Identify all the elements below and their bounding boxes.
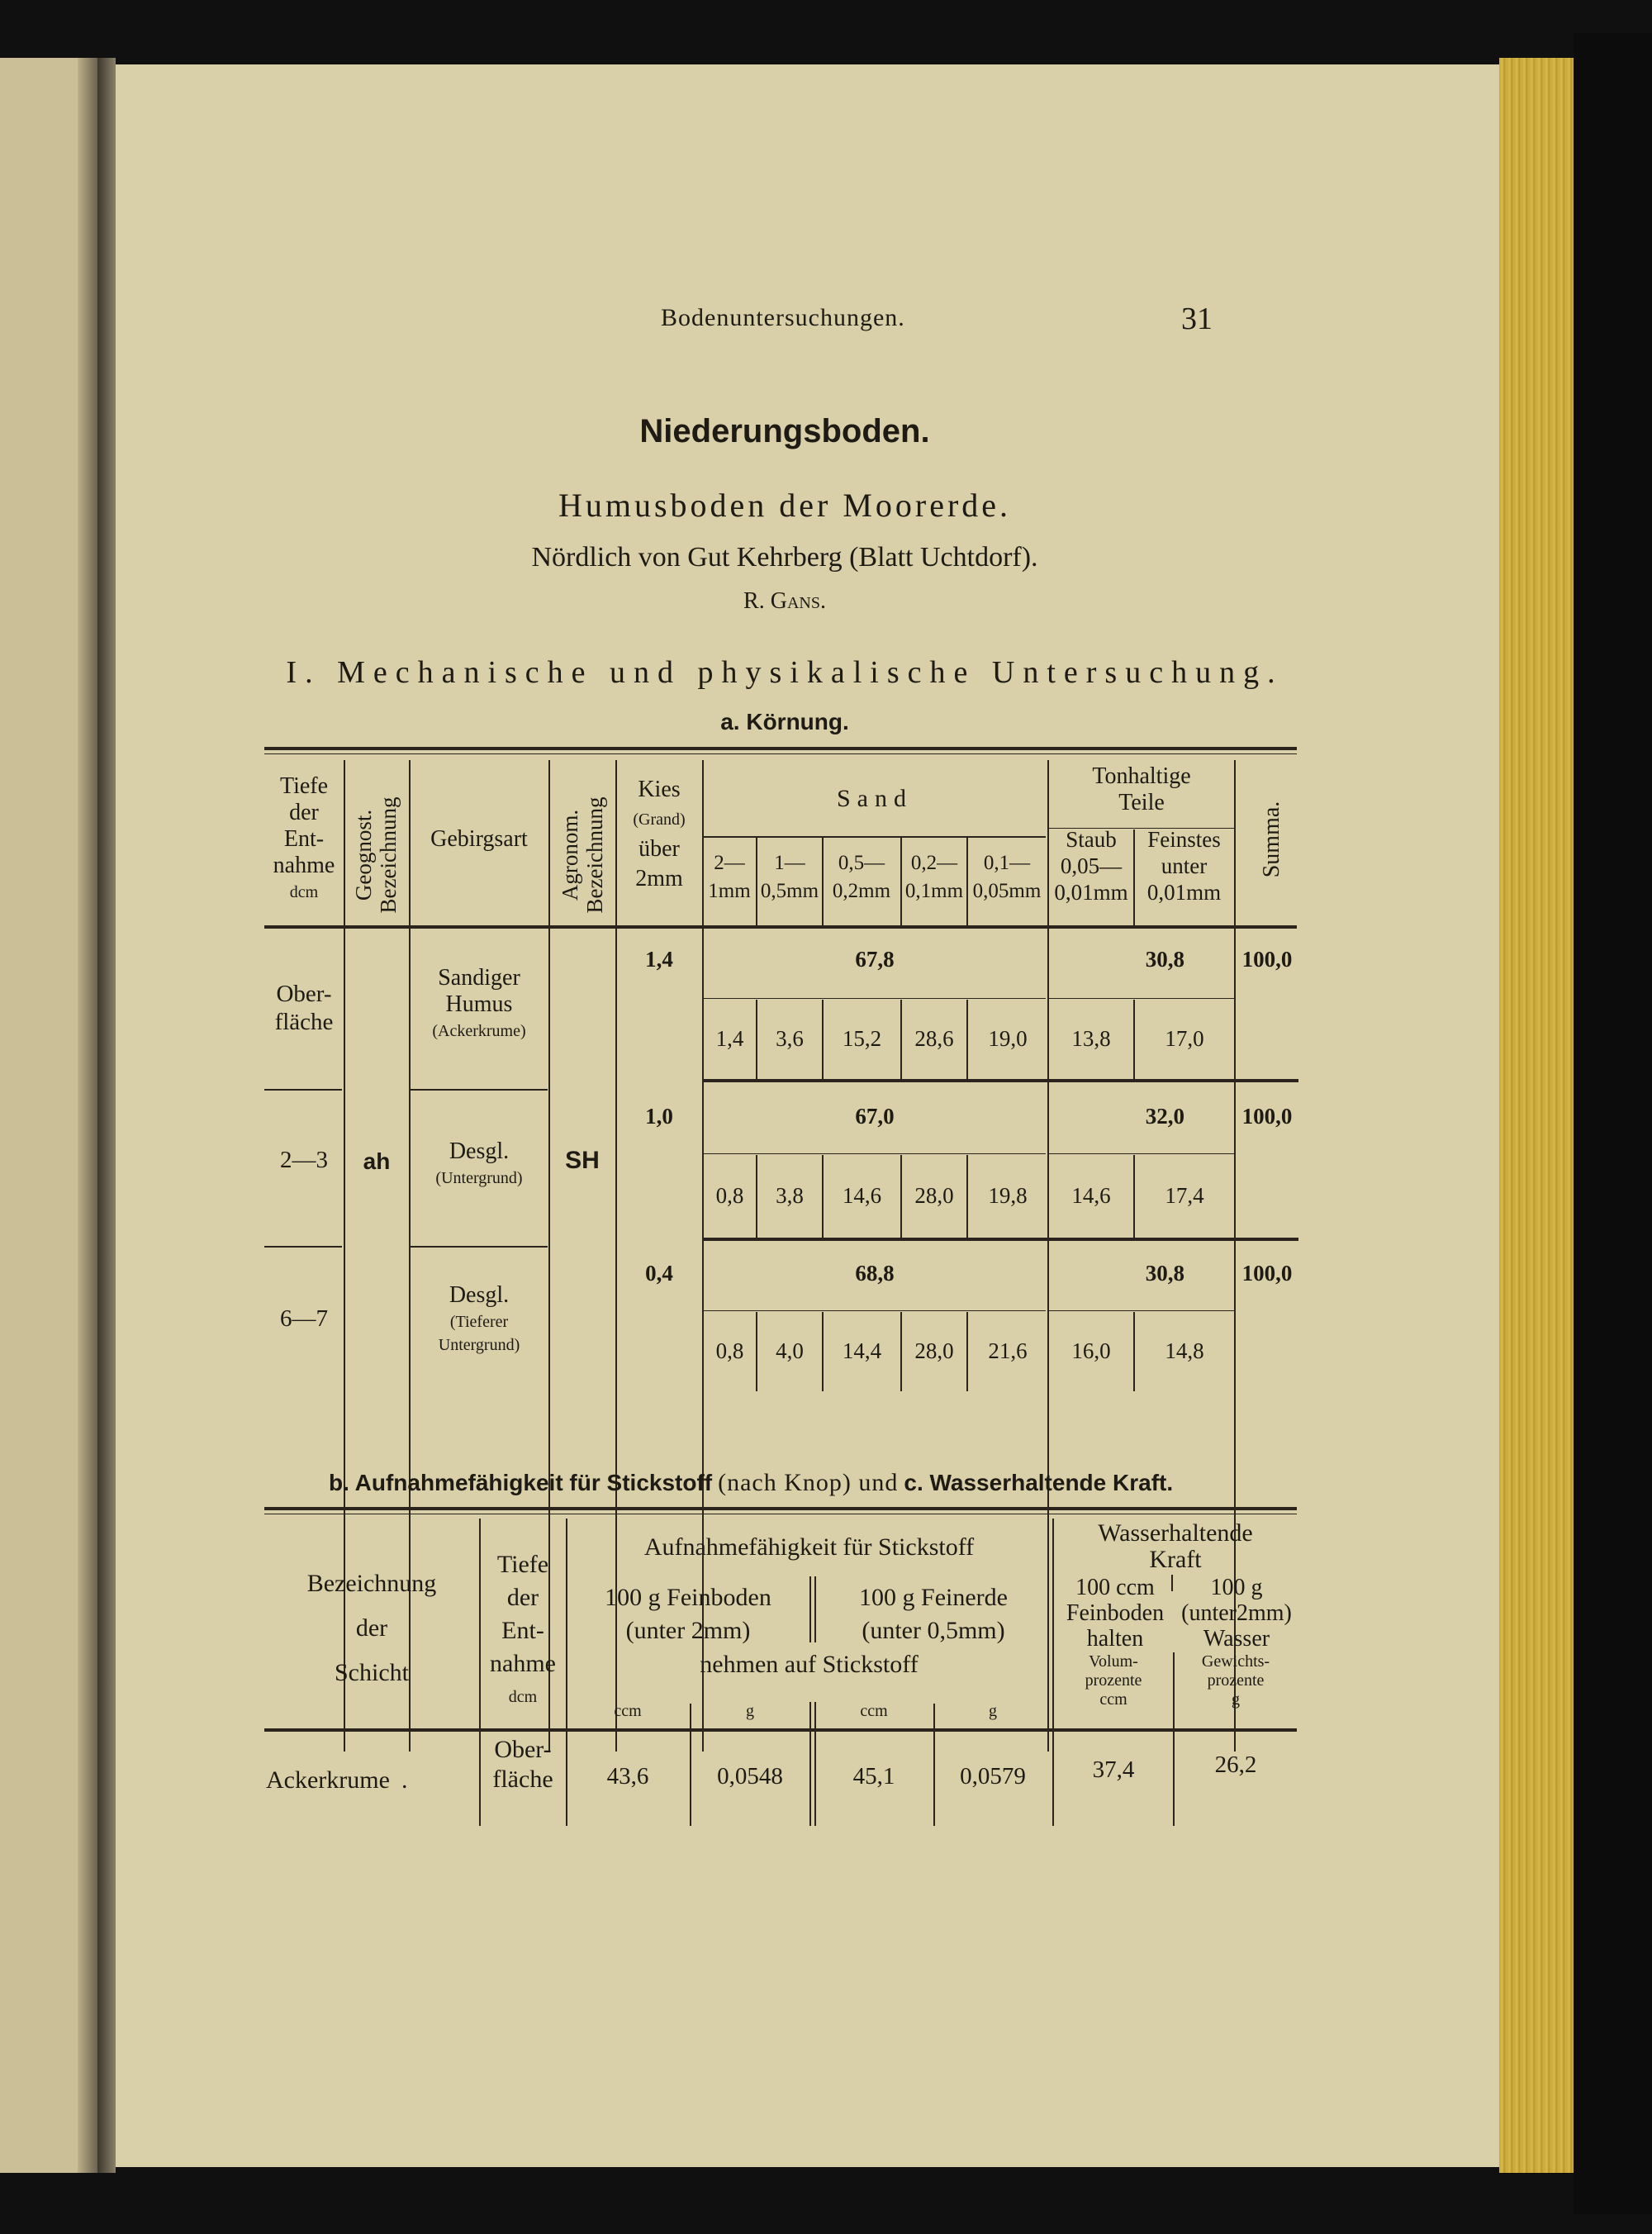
row3-ton-total: 30,8: [1145, 1261, 1184, 1286]
row2-depth: 2—3: [280, 1147, 328, 1173]
row3-sand-5: 21,6: [988, 1338, 1028, 1363]
table-a-caption: a. Körnung.: [720, 709, 849, 734]
row2-feinstes: 17,4: [1165, 1183, 1204, 1208]
unit-g-1: g: [746, 1702, 754, 1720]
page-number: 31: [1181, 302, 1213, 336]
author: R. Gans.: [743, 588, 826, 614]
header-gewicht: Gewichts- prozente g: [1201, 1652, 1270, 1709]
page-stack-edge: [1499, 58, 1574, 2173]
row1-feinstes: 17,0: [1165, 1026, 1204, 1051]
row3-feinstes: 14,8: [1165, 1338, 1204, 1363]
header-ton: Tonhaltige Teile: [1092, 763, 1191, 815]
row2-kies: 1,0: [645, 1104, 673, 1129]
row1-sand-4: 28,6: [914, 1026, 954, 1051]
row1-sand-1: 1,4: [715, 1026, 744, 1051]
header-wasser: Wasserhaltende Kraft: [1098, 1519, 1253, 1573]
sand-sub-4: 0,2— 0,1mm: [904, 852, 964, 902]
header-agronom: Agronom. Bezeichnung: [558, 796, 607, 914]
table-b-top-rule: [264, 1507, 1297, 1510]
header-nehmen: nehmen auf Stickstoff: [700, 1651, 919, 1678]
row1-sand-total: 67,8: [855, 947, 895, 972]
row3-kies: 0,4: [645, 1261, 673, 1286]
header-volum: Volum- prozente ccm: [1085, 1652, 1142, 1709]
row1-ton-total: 30,8: [1145, 947, 1184, 972]
row-b-schicht: Ackerkrume .: [266, 1766, 408, 1794]
row1-kies: 1,4: [645, 947, 673, 972]
row3-sand-2: 4,0: [776, 1338, 804, 1363]
header-feinboden: 100 g Feinboden (unter 2mm): [605, 1584, 771, 1644]
row3-sand-4: 28,0: [914, 1338, 954, 1363]
header-feinstes: Feinstes unter 0,01mm: [1146, 827, 1222, 905]
header-gebirgsart: Gebirgsart: [430, 826, 528, 852]
row2-summa: 100,0: [1241, 1104, 1293, 1129]
row2-sand-5: 19,8: [988, 1183, 1028, 1208]
row2-sand-4: 28,0: [914, 1183, 954, 1208]
row3-sand-3: 14,4: [842, 1338, 882, 1363]
row2-sand-total: 67,0: [855, 1104, 895, 1129]
row1-gebirgsart: Sandiger Humus (Ackerkrume): [432, 965, 526, 1040]
row-b-gewicht: 26,2: [1214, 1752, 1257, 1778]
header-summa: Summa.: [1259, 801, 1284, 878]
book-gutter: [97, 58, 116, 2173]
table-b-caption: b. Aufnahmefähigkeit für Stickstoff (nach Knop) und c. Wasserhaltende Kraft.: [329, 1469, 1174, 1496]
geognost-value: ah: [363, 1148, 391, 1174]
row3-summa: 100,0: [1241, 1261, 1293, 1286]
subtitle: Humusboden der Moorerde.: [558, 487, 1012, 524]
main-title: Niederungsboden.: [639, 413, 930, 449]
header-staub: Staub 0,05— 0,01mm: [1054, 827, 1128, 905]
row3-sand-1: 0,8: [715, 1338, 744, 1363]
section-heading: I. Mechanische und physikalische Untersuchung.: [286, 655, 1284, 690]
sand-sub-2: 1— 0,5mm: [760, 852, 819, 902]
row1-sand-2: 3,6: [776, 1026, 804, 1051]
table-b-header-rule: [264, 1728, 1297, 1732]
row2-ton-total: 32,0: [1145, 1104, 1184, 1129]
row3-gebirgsart: Desgl. (Tieferer Untergrund): [438, 1282, 520, 1354]
running-title: Bodenuntersuchungen.: [661, 304, 905, 331]
unit-g-2: g: [989, 1702, 997, 1720]
sand-sub-1: 2— 1mm: [708, 852, 751, 902]
header-b-tiefe: Tiefe der Ent- nahme dcm: [490, 1551, 556, 1706]
unit-ccm-2: ccm: [860, 1702, 888, 1720]
row1-staub: 13,8: [1071, 1026, 1111, 1051]
row3-depth: 6—7: [280, 1305, 328, 1332]
book-cover: [1574, 33, 1652, 2214]
header-tiefe: Tiefe der Ent- nahme dcm: [273, 773, 335, 901]
unit-ccm-1: ccm: [614, 1702, 642, 1720]
row3-sand-total: 68,8: [855, 1261, 895, 1286]
location-line: Nördlich von Gut Kehrberg (Blatt Uchtdorf).: [531, 542, 1038, 573]
row1-depth: Ober- fläche: [274, 981, 334, 1035]
row1-summa: 100,0: [1241, 947, 1293, 972]
table-a-top-rule: [264, 747, 1297, 750]
row2-gebirgsart: Desgl. (Untergrund): [435, 1138, 523, 1187]
row-b-feinerde-ccm: 45,1: [852, 1763, 895, 1790]
row-b-feinerde-g: 0,0579: [960, 1763, 1026, 1790]
row2-staub: 14,6: [1071, 1183, 1111, 1208]
header-bezeichnung: Bezeichnung der Schicht: [306, 1570, 437, 1686]
sand-sub-3: 0,5— 0,2mm: [832, 852, 891, 902]
header-feinerde: 100 g Feinerde (unter 0,5mm): [859, 1584, 1008, 1644]
header-geognost: Geognost. Bezeichnung: [351, 796, 401, 914]
row-b-feinboden-g: 0,0548: [717, 1763, 783, 1790]
header-kies: Kies (Grand) über 2mm: [633, 777, 686, 891]
header-sand: Sand: [837, 785, 913, 812]
row2-sand-3: 14,6: [842, 1183, 882, 1208]
table-a-header-rule: [264, 925, 1297, 929]
row-b-depth: Ober- fläche: [492, 1736, 553, 1793]
agronom-value: SH: [565, 1147, 600, 1174]
row2-sand-2: 3,8: [776, 1183, 804, 1208]
header-aufnahme: Aufnahmefähigkeit für Stickstoff: [643, 1533, 975, 1561]
header-wasser-sub1: 100 ccm Feinboden halten: [1066, 1575, 1165, 1652]
row3-staub: 16,0: [1071, 1338, 1111, 1363]
row2-sand-1: 0,8: [715, 1183, 744, 1208]
left-page-edge: [0, 58, 97, 2173]
row1-sand-3: 15,2: [842, 1026, 882, 1051]
row1-sand-5: 19,0: [988, 1026, 1028, 1051]
row-b-volum: 37,4: [1092, 1756, 1135, 1783]
row-b-feinboden-ccm: 43,6: [606, 1763, 649, 1790]
sand-sub-5: 0,1— 0,05mm: [972, 852, 1042, 902]
header-wasser-sub2: 100 g (unter2mm) Wasser: [1181, 1575, 1292, 1652]
